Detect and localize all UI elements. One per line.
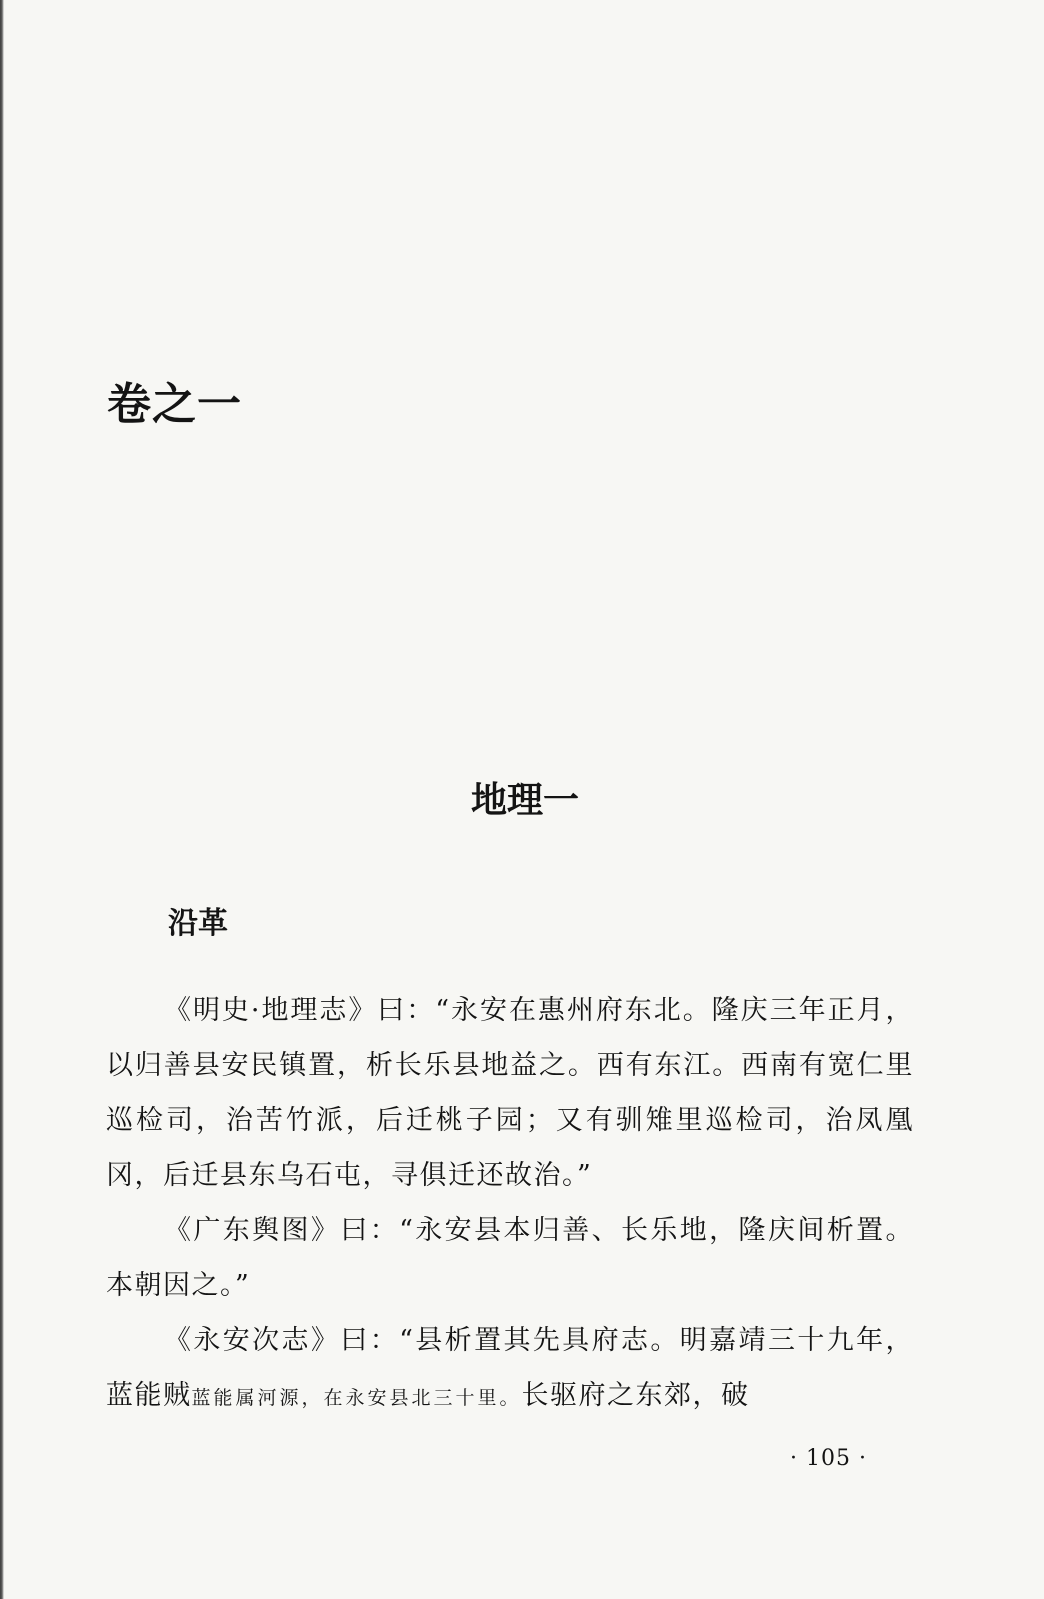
page-number-value: 105 (806, 1446, 851, 1471)
chapter-title-text: 地理一 (470, 779, 579, 821)
paragraph-guangdong-map (106, 1203, 914, 1313)
page-number: · 105 · (790, 1446, 867, 1471)
paragraph-text: 《明史·地理志》曰：“永安在惠州府东北。隆庆三年正月，以归善县安民镇置，析长乐县地益之。西有东江。西南有宽仁里巡检司，治苦竹派，后迁桃子园；又有驯雉里巡检司，治凤凰冈，后迁县东乌石屯，寻俱迁还故治。” (106, 995, 914, 1191)
volume-title: 卷之一 (107, 379, 242, 430)
body-text (106, 983, 914, 1426)
chapter-title (0, 772, 1044, 823)
paragraph-yongan-gazetteer (106, 1313, 914, 1426)
paragraph-ming-history (106, 983, 914, 1203)
paragraph-text: 《广东舆图》曰：“永安县本归善、长乐地，隆庆间析置。本朝因之。” (106, 1215, 914, 1301)
interlinear-note: 蓝能属河源，在永安县北三十里。 (191, 1387, 522, 1409)
paragraph-text: 《永安次志》曰：“县析置其先具府志。明嘉靖三十九年，蓝能贼 (106, 1325, 914, 1411)
paragraph-text-continued: 长驱府之东郊，破 (521, 1380, 750, 1411)
section-title: 沿革 (168, 906, 228, 941)
